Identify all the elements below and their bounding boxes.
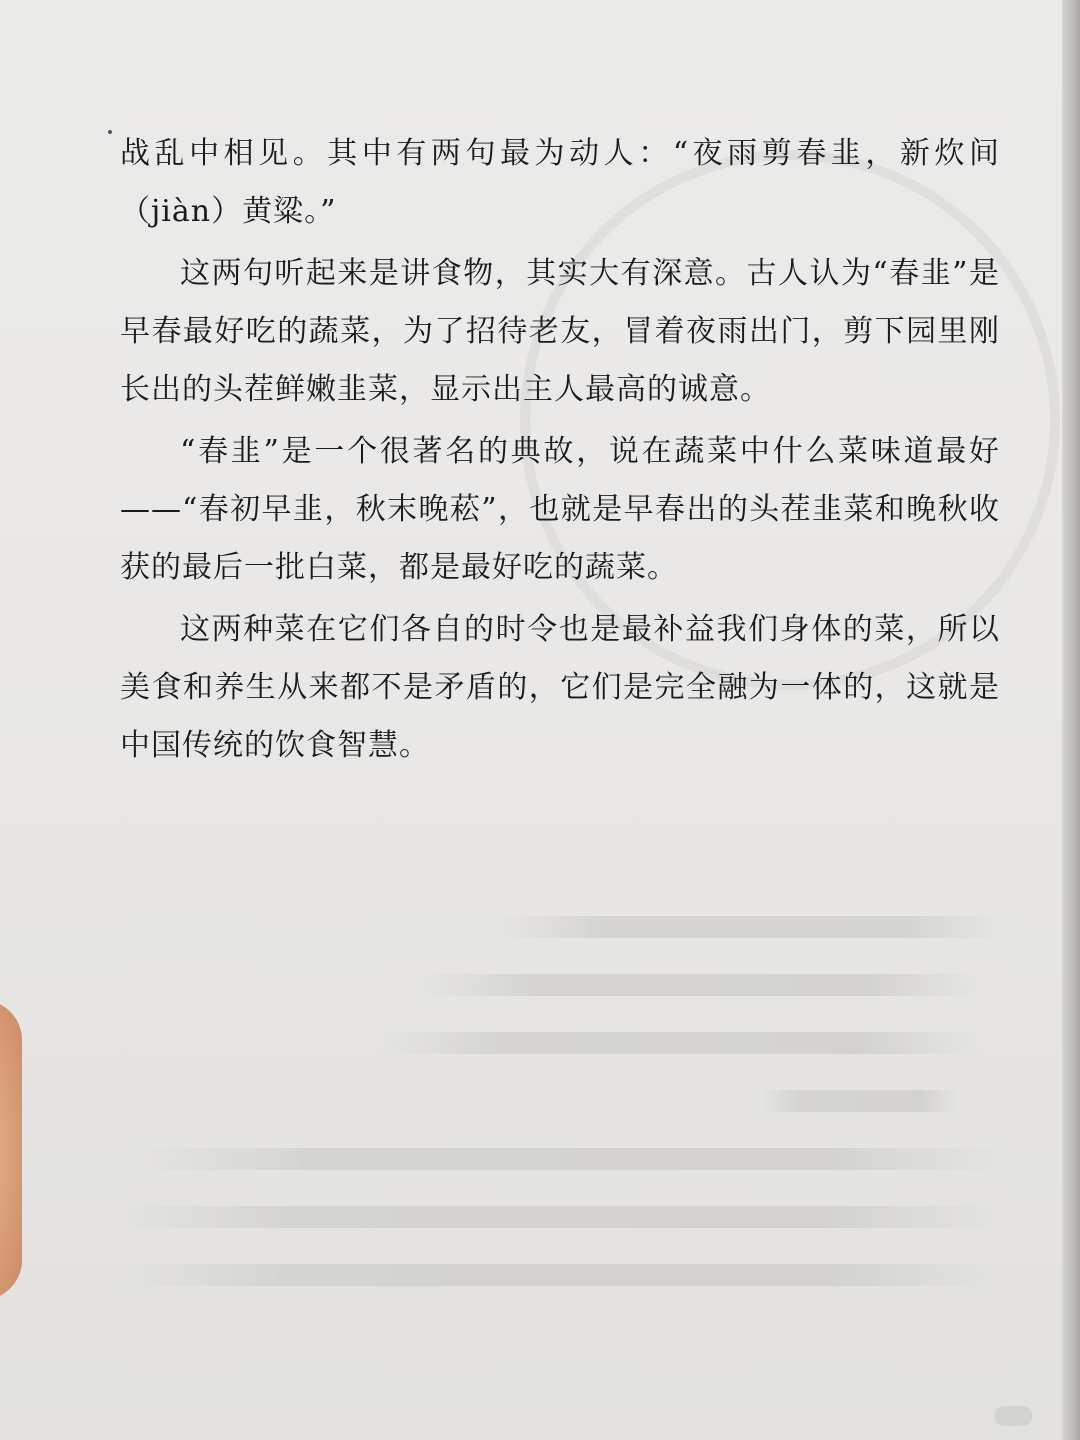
bleed-through-text-area	[120, 880, 1020, 1420]
paragraph-2: 这两句听起来是讲食物，其实大有深意。古人认为“春韭”是早春最好吃的蔬菜，为了招待老友，冒着夜雨出门，剪下园里刚长出的头茬鲜嫩韭菜，显示出主人最高的诚意。	[120, 256, 1000, 407]
watermark-badge	[994, 1406, 1032, 1426]
finger-holding-page	[0, 1000, 22, 1300]
paragraph-1: 战乱中相见。其中有两句最为动人：“夜雨剪春韭，新炊间（jiàn）黄粱。”	[120, 136, 1000, 229]
paragraph-4: 这两种菜在它们各自的时令也是最补益我们身体的菜，所以美食和养生从来都不是矛盾的，它们是完全融为一体的，这就是中国传统的饮食智慧。	[120, 612, 1000, 763]
body-text	[120, 125, 1000, 779]
ink-speck	[108, 130, 112, 134]
paragraph-3: “春韭”是一个很著名的典故，说在蔬菜中什么菜味道最好——“春初早韭，秋末晚菘”，也就是早春出的头茬韭菜和晚秋收获的最后一批白菜，都是最好吃的蔬菜。	[120, 434, 1000, 585]
page-edge-shadow	[1062, 0, 1080, 1440]
